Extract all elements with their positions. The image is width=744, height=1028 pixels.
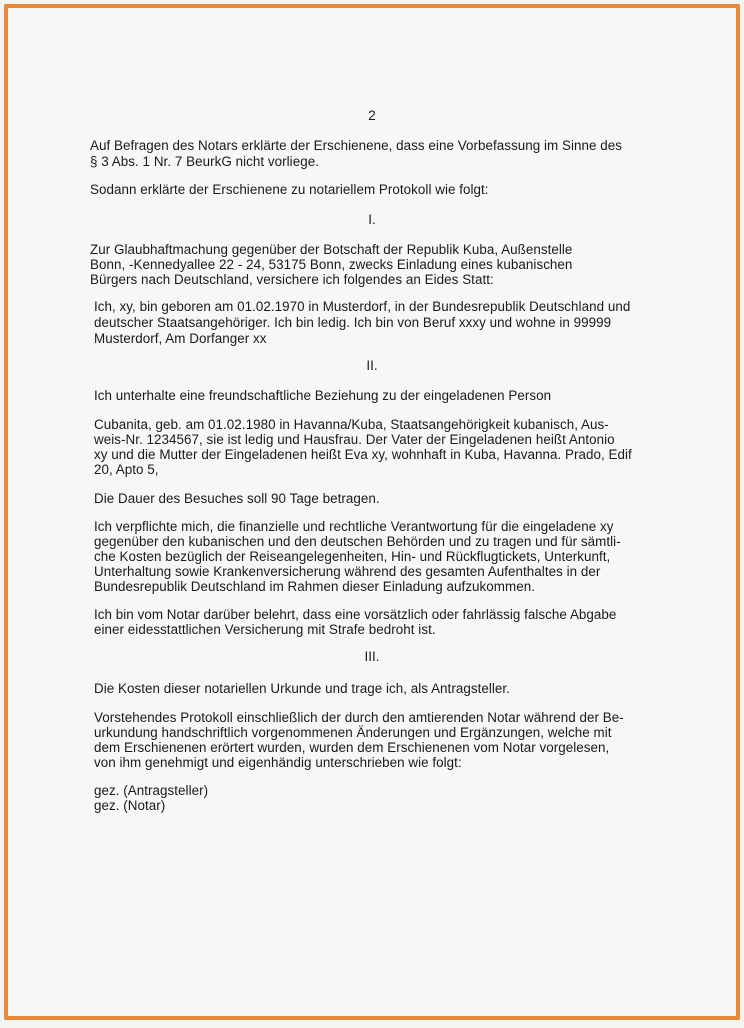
text-line: Die Dauer des Besuches soll 90 Tage betragen. [94,491,380,506]
document-page [4,4,740,1020]
text-line: Auf Befragen des Notars erklärte der Erschienene, dass eine Vorbefassung im Sinne des [90,138,622,153]
signature-line-applicant: gez. (Antragsteller) [94,783,209,798]
text-line: Unterhaltung sowie Krankenversicherung während des gesamten Aufenthaltes in der [94,564,601,579]
page-number: 2 [368,108,376,123]
text-line: che Kosten bezüglich der Reiseangelegenheiten, Hin- und Rückflugtickets, Unterkunft, [94,549,611,564]
section-heading-3: III. [364,649,380,664]
text-line: von ihm genehmigt und eigenhändig unterschrieben wie folgt: [94,755,462,770]
text-line: Ich, xy, bin geboren am 01.02.1970 in Musterdorf, in der Bundesrepublik Deutschland und [94,299,631,314]
text-line: deutscher Staatsangehöriger. Ich bin ledig. Ich bin von Beruf xxxy und wohne in 99999 [94,315,612,330]
text-line: Ich bin vom Notar darüber belehrt, dass eine vorsätzlich oder fahrlässig falsche Abgabe [94,607,617,622]
text-line: Musterdorf, Am Dorfanger xx [94,331,267,346]
text-line: Bonn, -Kennedyallee 22 - 24, 53175 Bonn, zwecks Einladung eines kubanischen [90,257,573,272]
text-line: Die Kosten dieser notariellen Urkunde und trage ich, als Antragsteller. [94,681,510,696]
text-line: Bürgers nach Deutschland, versichere ich folgendes an Eides Statt: [90,272,494,287]
section-heading-1: I. [368,212,376,227]
text-line: § 3 Abs. 1 Nr. 7 BeurkG nicht vorliege. [90,154,319,169]
text-line: Bundesrepublik Deutschland im Rahmen dieser Einladung aufzukommen. [94,579,535,594]
text-line: 20, Apto 5, [94,462,159,477]
text-line: weis-Nr. 1234567, sie ist ledig und Hausfrau. Der Vater der Eingeladenen heißt Antonio [94,432,615,447]
signature-line-notary: gez. (Notar) [94,798,166,813]
text-line: urkundung handschriftlich vorgenommenen Änderungen und Ergänzungen, welche mit [94,725,612,740]
text-line: gegenüber den kubanischen und den deutschen Behörden und zu tragen und für sämtli- [94,534,621,549]
text-line: Ich unterhalte eine freundschaftliche Beziehung zu der eingeladenen Person [94,388,552,403]
text-line: Cubanita, geb. am 01.02.1980 in Havanna/Kuba, Staatsangehörigkeit kubanisch, Aus- [94,417,609,432]
text-line: dem Erschienenen erörtert wurden, wurden dem Erschienenen vom Notar vorgelesen, [94,740,610,755]
text-line: Ich verpflichte mich, die finanzielle und rechtliche Verantwortung für die eingeladene xy [94,519,614,534]
text-line: Zur Glaubhaftmachung gegenüber der Botschaft der Republik Kuba, Außenstelle [90,242,573,257]
text-line: xy und die Mutter der Eingeladenen heißt Eva xy, wohnhaft in Kuba, Havanna. Prado, Edif [94,447,632,462]
text-line: Vorstehendes Protokoll einschließlich der durch den amtierenden Notar während der Be- [94,710,624,725]
text-line: Sodann erklärte der Erschienene zu notariellem Protokoll wie folgt: [90,182,489,197]
text-line: einer eidesstattlichen Versicherung mit Strafe bedroht ist. [94,622,436,637]
section-heading-2: II. [366,358,378,373]
